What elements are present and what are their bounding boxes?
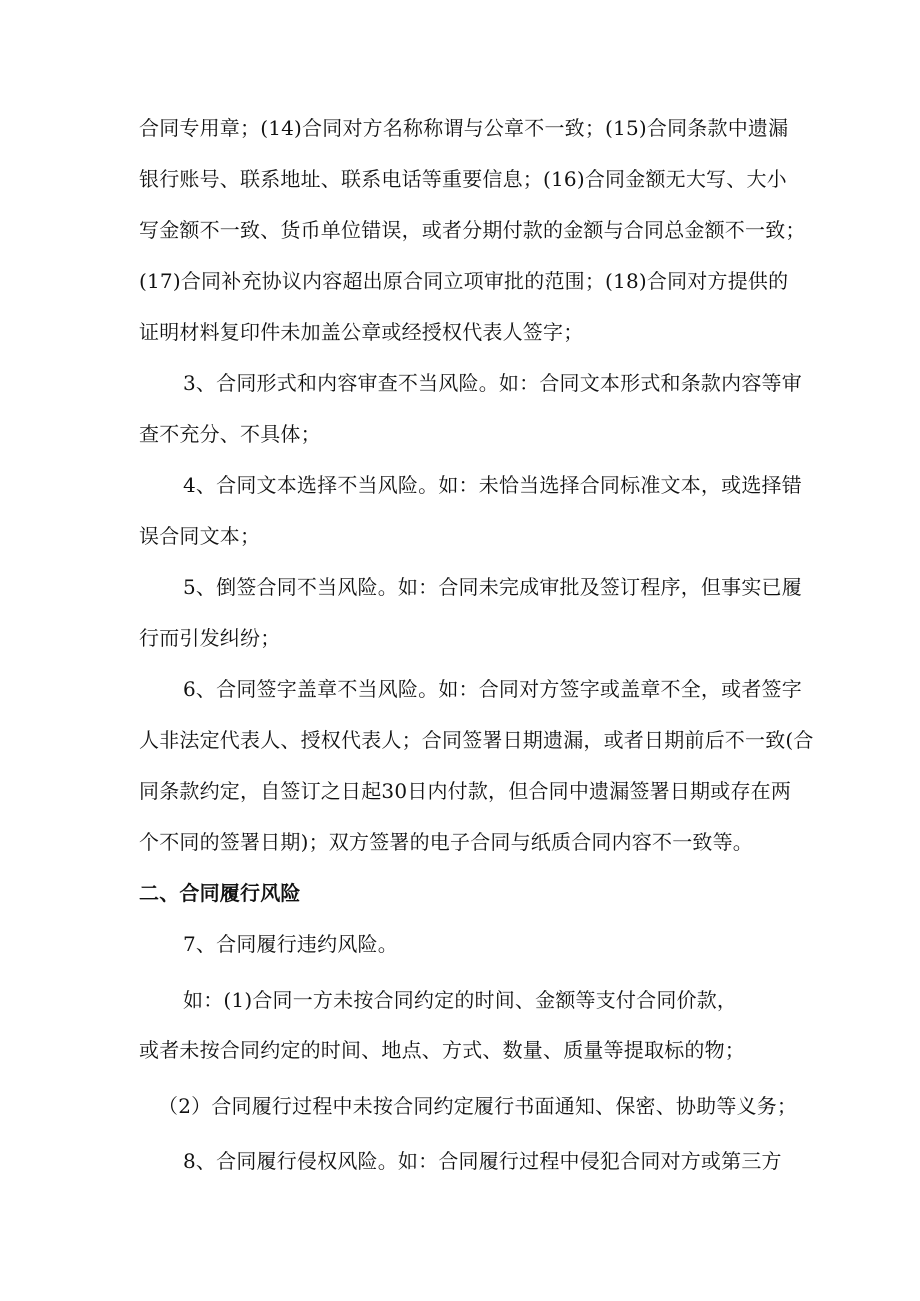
paragraph-line: 查不充分、不具体； — [139, 422, 321, 446]
paragraph-line: 或者未按合同约定的时间、地点、方式、数量、质量等提取标的物； — [139, 1038, 745, 1062]
paragraph-line: （2）合同履行过程中未按合同约定履行书面通知、保密、协助等义务； — [158, 1094, 798, 1118]
paragraph-line: 3、合同形式和内容审查不当风险。如：合同文本形式和条款内容等审 — [183, 371, 802, 395]
paragraph-line: 6、合同签字盖章不当风险。如：合同对方签字或盖章不全，或者签字 — [183, 677, 802, 701]
section-heading: 二、合同履行风险 — [139, 881, 301, 905]
paragraph-line: 合同专用章；(14)合同对方名称称谓与公章不一致；(15)合同条款中遗漏 — [139, 116, 789, 140]
paragraph-line: 如：(1)合同一方未按合同约定的时间、金额等支付合同价款， — [183, 988, 738, 1012]
paragraph-line: 行而引发纠纷； — [139, 626, 281, 650]
paragraph-line: 5、倒签合同不当风险。如：合同未完成审批及签订程序，但事实已履 — [183, 575, 802, 599]
paragraph-line: 同条款约定，自签订之日起30日内付款，但合同中遗漏签署日期或存在两 — [139, 779, 792, 803]
paragraph-line: 写金额不一致、货币单位错误，或者分期付款的金额与合同总金额不一致； — [139, 218, 806, 242]
paragraph-line: 4、合同文本选择不当风险。如：未恰当选择合同标准文本，或选择错 — [183, 473, 802, 497]
paragraph-line: 8、合同履行侵权风险。如：合同履行过程中侵犯合同对方或第三方 — [183, 1149, 782, 1173]
paragraph-line: 人非法定代表人、授权代表人；合同签署日期遗漏，或者日期前后不一致(合 — [139, 728, 814, 752]
paragraph-line: 误合同文本； — [139, 524, 261, 548]
paragraph-line: 银行账号、联系地址、联系电话等重要信息；(16)合同金额无大写、大小 — [139, 167, 787, 191]
paragraph-line: (17)合同补充协议内容超出原合同立项审批的范围；(18)合同对方提供的 — [139, 269, 789, 293]
paragraph-line: 证明材料复印件未加盖公章或经授权代表人签字； — [139, 320, 584, 344]
paragraph-line: 个不同的签署日期)；双方签署的电子合同与纸质合同内容不一致等。 — [139, 830, 754, 854]
paragraph-line: 7、合同履行违约风险。 — [183, 932, 398, 956]
